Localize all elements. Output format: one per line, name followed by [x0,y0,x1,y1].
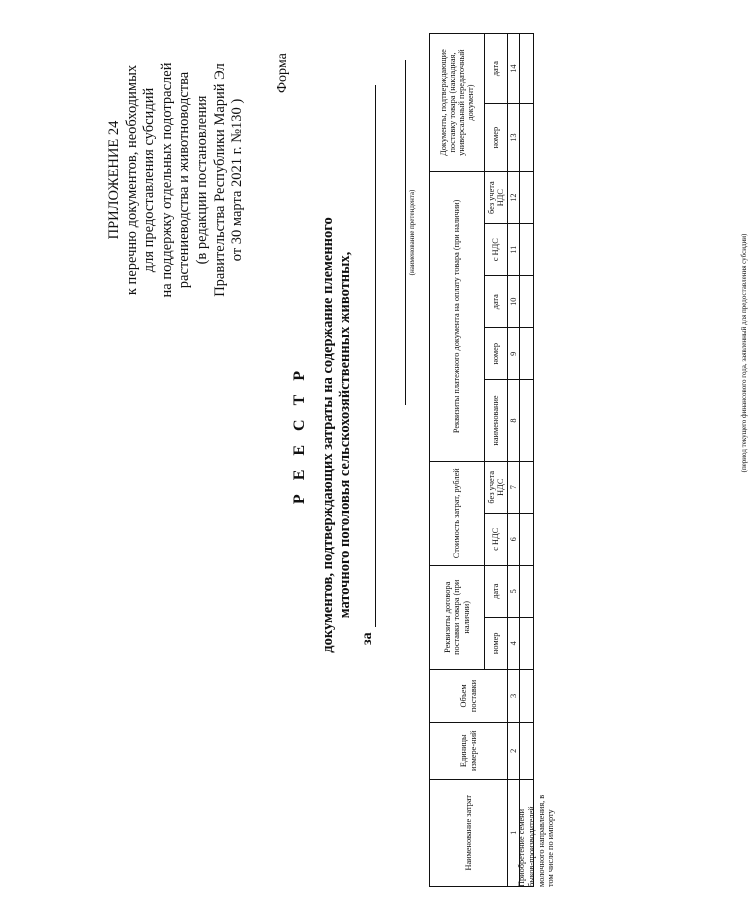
header-volume: Объем поставки [430,669,508,722]
table-cell [520,224,534,276]
header-payment-number: номер [485,328,508,380]
annex-line: ПРИЛОЖЕНИЕ 24 [106,120,122,240]
applicant-blank-line [405,60,406,405]
column-number: 12 [508,172,520,224]
registry-table [429,33,534,887]
header-payment-name: наименование [485,380,508,461]
table-cell [520,380,534,461]
column-number: 6 [508,513,520,565]
row-label: Приобретение семени быков-производителей молочного направления, в том числе по импорту [517,794,556,887]
table-cell [520,513,534,565]
table-cell [520,172,534,224]
table-cell [520,565,534,617]
header-contract-date: дата [485,565,508,617]
column-number-row [508,34,520,887]
table-cell [520,669,534,722]
table-cell [520,104,534,172]
column-number: 10 [508,276,520,328]
header-delivery: Документы, подтверждающие поставку товара (накладная, универсальный передаточный документ) [430,34,485,172]
column-number: 9 [508,328,520,380]
header-payment-with-vat: с НДС [485,224,508,276]
heading-line: документов, подтверждающих затраты на содержание племенного [320,217,336,653]
annex-line: к перечню документов, необходимых [123,64,140,296]
period-prefix: за [360,632,375,645]
table-cell [520,617,534,669]
applicant-note: (наименование претендента) [408,189,416,276]
column-number: 5 [508,565,520,617]
annex-line: от 30 марта 2021 г. №130 ) [229,98,246,262]
column-number: 4 [508,617,520,669]
period-note: (период текущего финансового года, заявленный для предоставления субсидии) [740,233,748,473]
column-number: 11 [508,224,520,276]
annex-line: растениеводства и животноводства [176,71,193,289]
heading-line: маточного поголовья сельскохозяйственных животных, [337,251,353,619]
annex-header [106,40,247,320]
column-number: 2 [508,723,520,780]
document-heading [320,25,354,845]
table-cell [520,461,534,513]
column-number: 3 [508,669,520,722]
header-cost-name: Наименование затрат [430,779,508,886]
period-blank-line [375,85,376,627]
column-number: 13 [508,104,520,172]
document-title: Р Е Е С Т Р [291,365,308,505]
header-cost-without-vat: без учета НДС [485,461,508,513]
annex-line: Правительства Республики Марий Эл [211,63,228,297]
header-contract: Реквизиты договора поставки товара (при наличии) [430,565,485,669]
column-number: 7 [508,461,520,513]
table-cell [520,723,534,780]
annex-line: на поддержку отдельных подотраслей [158,62,175,298]
header-payment: Реквизиты платежного документа на оплату товара (при наличии) [430,172,485,462]
header-payment-date: дата [485,276,508,328]
header-cost: Стоимость затрат, рублей [430,461,485,565]
header-delivery-number: номер [485,104,508,172]
column-number: 1 [508,779,520,886]
table-cell [520,276,534,328]
table-row [520,34,534,887]
header-units: Единицы измере-ний [430,723,508,780]
annex-line: (в редакции постановления [193,95,210,265]
annex-line: для предоставления субсидий [141,87,158,273]
form-label: Форма [275,53,290,93]
column-number: 14 [508,34,520,104]
table-cell [520,328,534,380]
header-contract-number: номер [485,617,508,669]
header-payment-without-vat: без учета НДС [485,172,508,224]
header-cost-with-vat: с НДС [485,513,508,565]
table-cell [520,34,534,104]
header-delivery-date: дата [485,34,508,104]
column-number: 8 [508,380,520,461]
